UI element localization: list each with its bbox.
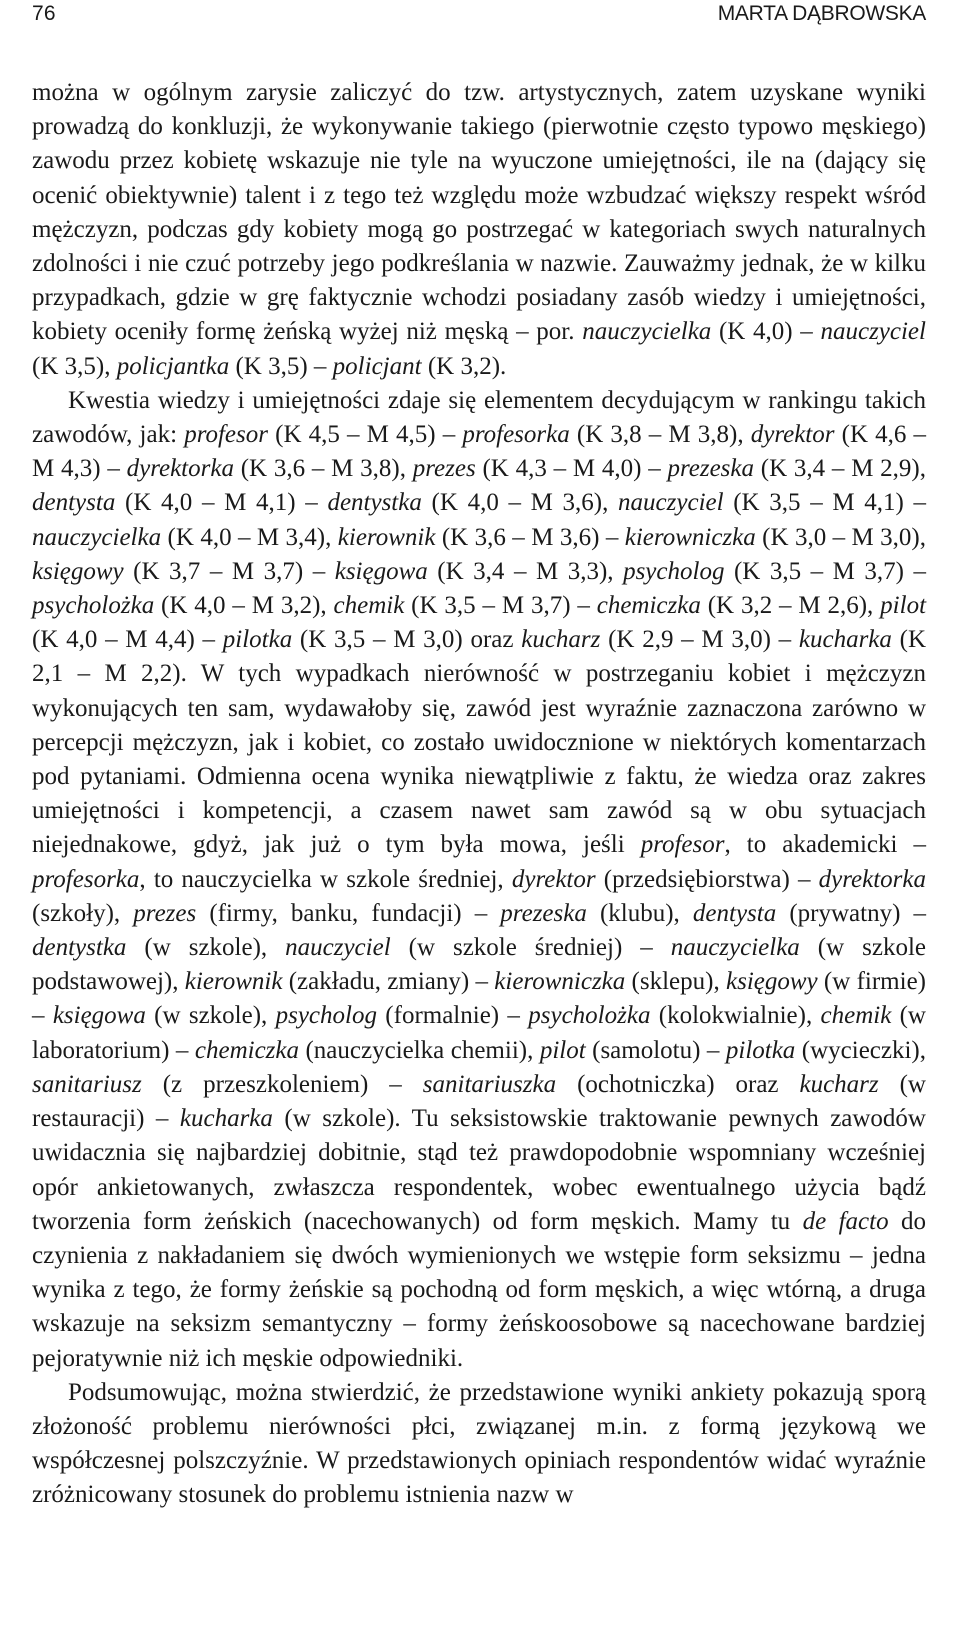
text-run: (K 3,5), <box>32 352 117 380</box>
text-run: (w restauracji) – <box>32 1070 926 1133</box>
text-run: (K 3,5) – <box>229 352 333 380</box>
page-number: 76 <box>32 2 56 25</box>
italic-term: sanitariusz <box>32 1070 142 1098</box>
italic-term: pilotka <box>222 626 293 654</box>
running-header <box>32 0 926 54</box>
text-run: (K 3,2). <box>421 352 507 380</box>
text-run: można w ogólnym zarysie zaliczyć do tzw. artystycznych, zatem uzyskane wyniki prowadzą do konkluzji, że wykonywanie takiego (pierwotnie często typowo męskiego) zawodu przez kobietę wskazuje nie tyle na wyuczone umiejętności, ile na (dający się ocenić obiektywnie) talent i z tego też względu może wzbudzać większy respekt wśród mężczyzn, podczas gdy kobiety mogą go postrzegać w kategoriach swych naturalnych zdolności i nie czuć potrzeby jego podkreślania w nazwie. Zauważmy jednak, że w kilku przypadkach, gdzie w grę faktycznie wchodzi posiadany zasób wiedzy i umiejętności, kobiety oceniły formę żeńską wyżej niż męską – por. <box>32 79 926 346</box>
text-run: , to akademicki – <box>724 831 926 859</box>
text-run: (formalnie) – <box>376 1002 529 1030</box>
text-run: (w szkole), <box>126 934 286 962</box>
italic-term: prezes <box>133 899 197 927</box>
italic-term: nauczyciel <box>618 489 724 517</box>
italic-term: prezes <box>412 455 476 483</box>
text-run: (kolokwialnie), <box>650 1002 821 1030</box>
text-run: (K 3,2 – M 2,6), <box>700 592 881 620</box>
text-run: (sklepu), <box>625 968 726 996</box>
text-run: (szkoły), <box>32 899 134 927</box>
italic-term: prezeska <box>667 455 755 483</box>
text-run: (przedsiębiorstwa) – <box>595 865 819 893</box>
text-run: (K 3,5 – M 3,7) – <box>724 557 927 585</box>
text-run: (z przeszkoleniem) – <box>141 1070 423 1098</box>
italic-term: psycholog <box>275 1002 377 1030</box>
italic-term: nauczycielka <box>670 934 800 962</box>
text-run: (klubu), <box>586 899 693 927</box>
text-run: (K 4,0 – M 3,6), <box>421 489 619 517</box>
italic-term: chemik <box>333 592 405 620</box>
paragraph-1 <box>32 76 926 384</box>
italic-term: pilot <box>539 1036 586 1064</box>
text-run: (K 4,0 – M 3,4), <box>161 523 338 551</box>
text-run: (K 3,4 – M 2,9), <box>754 455 927 483</box>
text-run: (prywatny) – <box>776 899 926 927</box>
italic-term: psycholożka <box>32 592 155 620</box>
text-run: (firmy, banku, fundacji) – <box>196 899 501 927</box>
paragraph-2 <box>32 384 926 1376</box>
text-run: (K 4,5 – M 4,5) – <box>268 421 463 449</box>
italic-term: nauczycielka <box>32 523 162 551</box>
running-title: MARTA DĄBROWSKA <box>717 2 926 25</box>
italic-term: chemiczka <box>596 592 701 620</box>
text-run: (K 2,9 – M 3,0) – <box>600 626 799 654</box>
text-run: (K 4,6 – M 4,3) – <box>32 421 927 483</box>
italic-term: psycholożka <box>528 1002 651 1030</box>
italic-term: kucharka <box>798 626 892 654</box>
text-run: (K 3,6 – M 3,8), <box>233 455 413 483</box>
text-run: (wycieczki), <box>795 1036 927 1064</box>
text-run: (K 3,4 – M 3,3), <box>427 557 624 585</box>
text-run: (samolotu) – <box>585 1036 726 1064</box>
italic-term: księgowy <box>32 557 124 585</box>
italic-term: profesorka <box>32 865 140 893</box>
italic-term: nauczyciel <box>820 318 926 346</box>
text-run: do czynienia z nakładaniem się dwóch wymienionych we wstępie form seksizmu – jedna wynika z tego, że formy żeńskie są pochodną od form męskich, a więc wtórną, a druga wskazuje na seksizm semantyczny – formy żeńskoosobowe są nacechowane bardziej pejoratywnie niż ich męskie odpowiedniki. <box>32 1207 926 1372</box>
text-run: (K 4,0 – M 4,1) – <box>115 489 328 517</box>
italic-term: policjantka <box>116 352 230 380</box>
italic-term: chemik <box>820 1002 892 1030</box>
italic-term: prezeska <box>500 899 587 927</box>
text-run: Kwestia wiedzy i umiejętności zdaje się elementem decydującym w rankingu takich zawodów, jak: <box>32 386 926 449</box>
text-run: (nauczycielka chemii), <box>299 1036 540 1064</box>
italic-term: nauczyciel <box>285 934 391 962</box>
italic-term: kucharz <box>521 626 601 654</box>
body-text <box>32 76 926 1513</box>
text-run: (w laboratorium) – <box>32 1002 926 1064</box>
text-run: (K 4,3 – M 4,0) – <box>475 455 668 483</box>
text-run: Podsumowując, można stwierdzić, że przedstawione wyniki ankiety pokazują sporą złożoność problemu nierówności płci, związanej m.in. z formą językową we współczesnej polszczyźnie. W przedstawionych opiniach respondentów widać wyraźnie zróżnicowany stosunek do problemu istnienia nazw w <box>32 1378 926 1509</box>
text-run: (K 4,0 – M 4,4) – <box>32 626 223 654</box>
italic-term: kierownik <box>184 968 283 996</box>
italic-term: dyrektor <box>511 865 596 893</box>
italic-term: chemiczka <box>194 1036 300 1064</box>
text-run: (K 4,0 – M 3,2), <box>154 592 334 620</box>
italic-term: pilotka <box>725 1036 796 1064</box>
text-run: , to nauczycielka w szkole średniej, <box>139 865 512 893</box>
italic-term: dyrektor <box>750 421 835 449</box>
italic-term: policjant <box>332 352 422 380</box>
italic-term: księgowy <box>726 968 818 996</box>
text-run: (K 3,5 – M 3,0) oraz <box>292 626 522 654</box>
italic-term: kierowniczka <box>624 523 756 551</box>
text-run: (K 2,1 – M 2,2). W tych wypadkach nierówność w postrzeganiu kobiet i mężczyzn wykonujących ten sam, wydawałoby się, zawód jest wyraźnie zaznaczona zarówno w percepcji mężczyzn, jak i kobiet, co zostało uwidocznione w niektórych komentarzach pod pytaniami. Odmienna ocena wynika niewątpliwie z faktu, że wiedza oraz zakres umiejętności i kompetencji, a czasem nawet sam zawód są w obu sytuacjach niejednakowe, gdyż, jak już o tym była mowa, jeśli <box>32 626 927 859</box>
italic-term: dentysta <box>32 489 116 517</box>
text-run: (K 4,0) – <box>711 318 821 346</box>
text-run: (w szkole średniej) – <box>390 934 671 962</box>
italic-term: dyrektorka <box>818 865 926 893</box>
italic-term: sanitariuszka <box>422 1070 557 1098</box>
italic-term: kierowniczka <box>494 968 626 996</box>
italic-term: księgowa <box>52 1002 146 1030</box>
italic-term: pilot <box>880 592 927 620</box>
italic-term: kucharka <box>179 1105 273 1133</box>
italic-term: nauczycielka <box>582 318 712 346</box>
italic-term: psycholog <box>623 557 725 585</box>
text-run: (ochotniczka) oraz <box>556 1070 800 1098</box>
italic-term: profesorka <box>462 421 570 449</box>
text-run: (K 3,6 – M 3,6) – <box>435 523 625 551</box>
paragraph-3 <box>32 1376 926 1513</box>
italic-term: dentystka <box>327 489 422 517</box>
text-run: (w szkole podstawowej), <box>32 934 926 996</box>
text-run: (w szkole), <box>145 1002 276 1030</box>
text-run: (K 3,0 – M 3,0), <box>755 523 926 551</box>
text-run: (w firmie) – <box>32 968 926 1030</box>
text-run: (w szkole). Tu seksistowskie traktowanie pewnych zawodów uwidacznia się najbardziej dobitnie, stąd też prawdopodobnie wspomniany wcześniej opór ankietowanych, zwłaszcza respondentek, wobec ewentualnego użycia bądź tworzenia form żeńskich (nacechowanych) od form męskich. Mamy tu <box>32 1105 926 1235</box>
text-run: (K 3,5 – M 3,7) – <box>404 592 597 620</box>
italic-term: księgowa <box>334 557 428 585</box>
text-run: (K 3,8 – M 3,8), <box>569 421 751 449</box>
italic-term: kucharz <box>799 1070 879 1098</box>
italic-term: kierownik <box>337 523 436 551</box>
text-run: (zakładu, zmiany) – <box>282 968 495 996</box>
text-run: (K 3,5 – M 4,1) – <box>723 489 926 517</box>
italic-term: dyrektorka <box>126 455 234 483</box>
italic-term: de facto <box>802 1207 889 1235</box>
italic-term: profesor <box>184 421 268 449</box>
italic-term: profesor <box>640 831 725 859</box>
text-run: (K 3,7 – M 3,7) – <box>123 557 335 585</box>
italic-term: dentystka <box>32 934 127 962</box>
italic-term: dentysta <box>692 899 777 927</box>
